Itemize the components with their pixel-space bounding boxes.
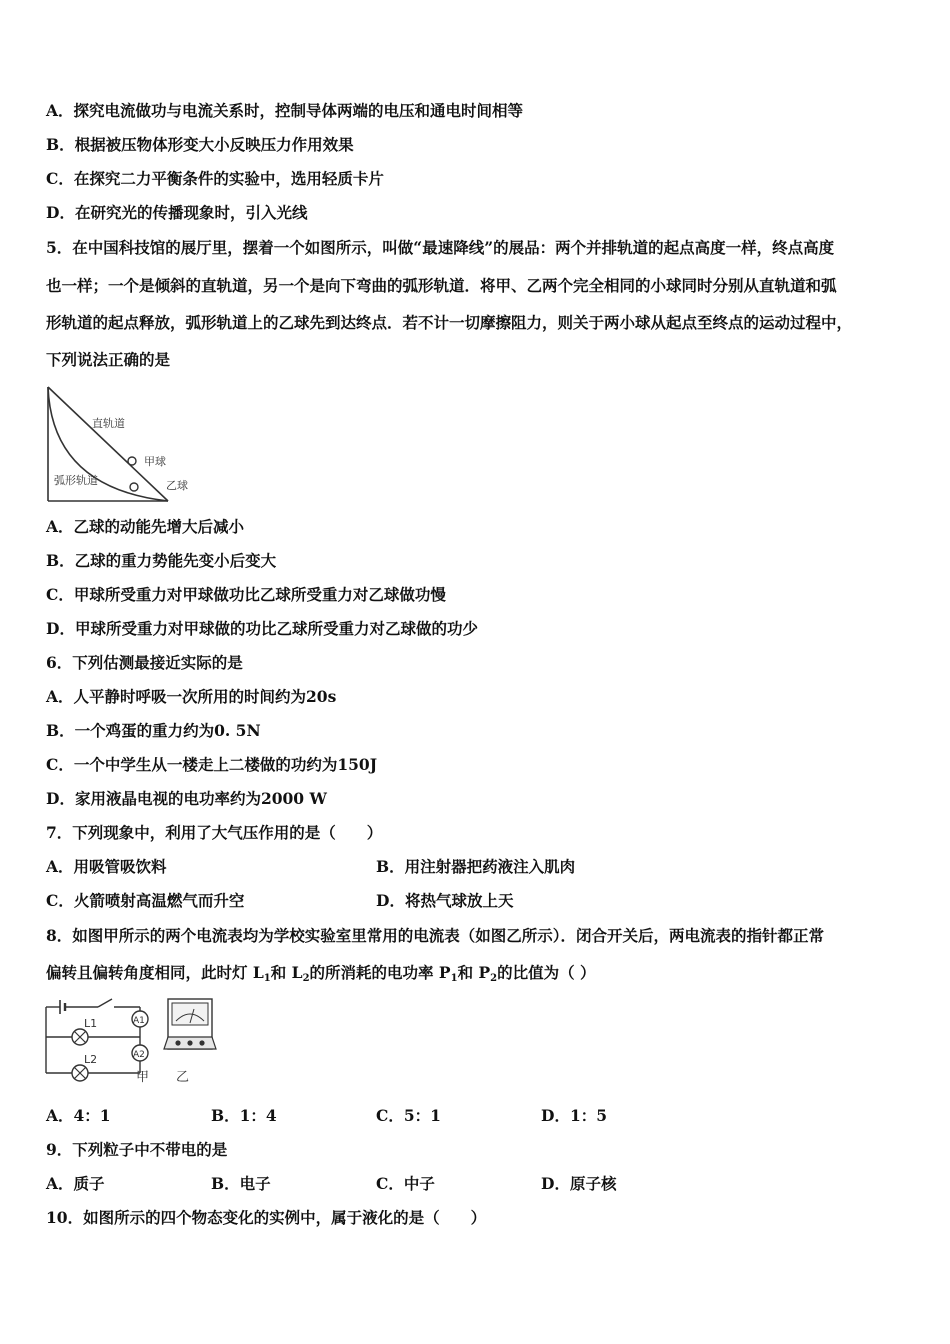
q6-option-b: B．一个鸡蛋的重力约为0. 5N <box>46 721 261 740</box>
q8-sub-l2: 2 <box>302 973 310 984</box>
q6-option-a: A．人平静时呼吸一次所用的时间约为20s <box>46 687 337 706</box>
q9-option-b: B．电子 <box>211 1174 271 1193</box>
q8-stem-text-e: 的比值为（ ） <box>497 963 596 982</box>
q8-option-b: B．1：4 <box>211 1106 277 1125</box>
lamp-l2-label: L2 <box>84 1053 98 1066</box>
q7-option-d: D．将热气球放上天 <box>376 891 514 910</box>
q5-option-c: C．甲球所受重力对甲球做功比乙球所受重力对乙球做功慢 <box>46 585 446 604</box>
q5-track-figure <box>40 383 200 505</box>
q8-stem-text-b: 和 L <box>270 963 303 982</box>
ball-jia <box>128 457 136 465</box>
q7-option-c: C．火箭喷射高温燃气而升空 <box>46 891 245 910</box>
q5-option-a: A．乙球的动能先增大后减小 <box>46 517 245 536</box>
q8-stem-text-c: 的所消耗的电功率 P <box>309 963 451 982</box>
q8-stem-text-d: 和 P <box>457 963 491 982</box>
q9-option-a: A．质子 <box>46 1174 105 1193</box>
lamp-l1-label: L1 <box>84 1017 98 1030</box>
q5-stem-line-2: 也一样；一个是倾斜的直轨道，另一个是向下弯曲的弧形轨道．将甲、乙两个完全相同的小球同时分别从直轨道和弧 <box>46 276 837 295</box>
figure-jia-label: 甲 <box>136 1070 150 1085</box>
q7-option-a: A．用吸管吸饮料 <box>46 857 167 876</box>
q9-stem: 9．下列粒子中不带电的是 <box>46 1140 228 1159</box>
q8-circuit-figure <box>40 995 230 1087</box>
ball-yi-label: 乙球 <box>166 479 188 492</box>
arc-track-label: 弧形轨道 <box>54 474 98 487</box>
figure-yi-label: 乙 <box>176 1070 190 1085</box>
q8-option-a: A．4：1 <box>46 1106 111 1125</box>
q7-option-b: B．用注射器把药液注入肌肉 <box>376 857 576 876</box>
ball-yi <box>130 483 138 491</box>
ammeter-a1-label: A1 <box>133 1016 145 1026</box>
q6-stem: 6．下列估测最接近实际的是 <box>46 653 243 672</box>
switch-blade <box>98 999 112 1007</box>
q4-option-b: B．根据被压物体形变大小反映压力作用效果 <box>46 135 354 154</box>
q8-option-d: D．1：5 <box>541 1106 608 1125</box>
q6-option-c: C．一个中学生从一楼走上二楼做的功约为150J <box>46 755 378 774</box>
q8-sub-p2: 2 <box>490 973 498 984</box>
q8-sub-p1: 1 <box>450 973 458 984</box>
q9-option-c: C．中子 <box>376 1174 435 1193</box>
q6-option-d: D．家用液晶电视的电功率约为2000 W <box>46 789 327 808</box>
q8-stem-text-a: 偏转且偏转角度相同，此时灯 L <box>46 963 264 982</box>
ammeter-a2-label: A2 <box>133 1050 145 1060</box>
q4-option-d: D．在研究光的传播现象时，引入光线 <box>46 203 308 222</box>
q8-option-c: C．5：1 <box>376 1106 441 1125</box>
q4-option-a: A．探究电流做功与电流关系时，控制导体两端的电压和通电时间相等 <box>46 101 524 120</box>
straight-track-label: 直轨道 <box>92 417 125 430</box>
q5-stem-line-1: 5．在中国科技馆的展厅里，摆着一个如图所示，叫做“最速降线”的展品：两个并排轨道的起点高度一样，终点高度 <box>46 238 835 257</box>
q4-option-c: C．在探究二力平衡条件的实验中，选用轻质卡片 <box>46 169 384 188</box>
q5-stem-line-3: 形轨道的起点释放，弧形轨道上的乙球先到达终点．若不计一切摩擦阻力，则关于两小球从起点至终点的运动过程中， <box>46 313 853 332</box>
q8-stem-line-2 <box>46 963 596 989</box>
q5-option-d: D．甲球所受重力对甲球做的功比乙球所受重力对乙球做的功少 <box>46 619 478 638</box>
ball-jia-label: 甲球 <box>144 455 166 468</box>
q8-stem-line-1: 8．如图甲所示的两个电流表均为学校实验室里常用的电流表（如图乙所示）．闭合开关后，两电流表的指针都正常 <box>46 926 825 945</box>
q10-stem: 10．如图所示的四个物态变化的实例中，属于液化的是（ ） <box>46 1208 487 1227</box>
q8-sub-l1: 1 <box>263 973 271 984</box>
q9-option-d: D．原子核 <box>541 1174 617 1193</box>
q5-option-b: B．乙球的重力势能先变小后变大 <box>46 551 277 570</box>
q5-stem-line-4: 下列说法正确的是 <box>46 350 171 369</box>
q7-stem: 7．下列现象中，利用了大气压作用的是（ ） <box>46 823 383 842</box>
